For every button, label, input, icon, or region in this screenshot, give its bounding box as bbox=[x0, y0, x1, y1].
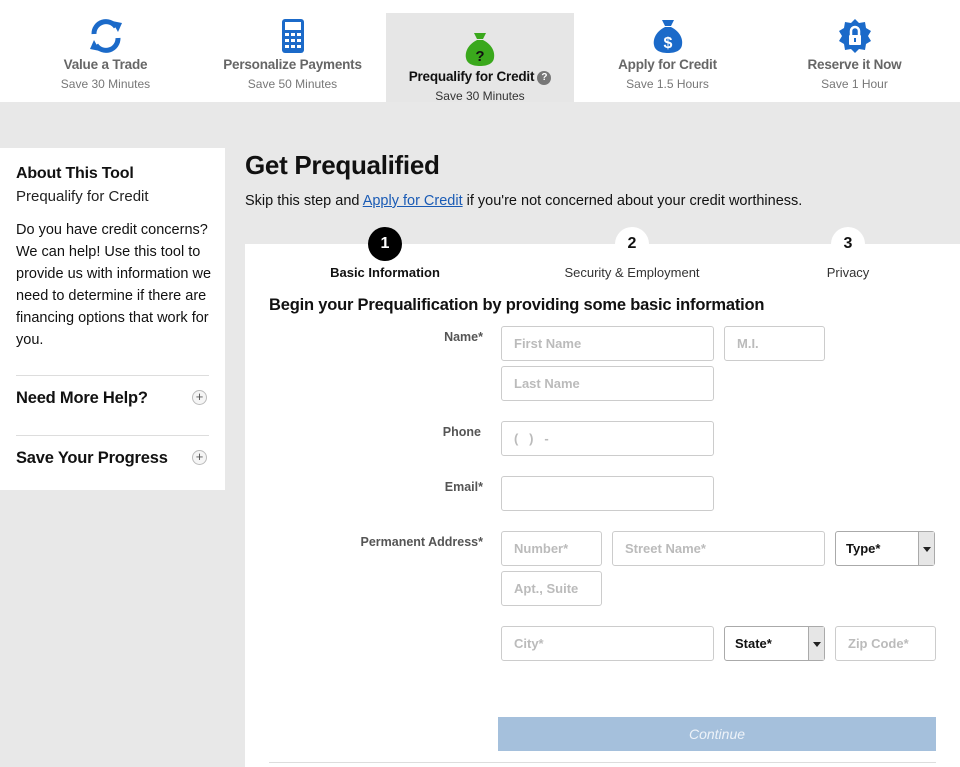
tab-title: Reserve it Now bbox=[807, 57, 902, 72]
section-label: Need More Help? bbox=[16, 389, 148, 407]
skip-text-after: if you're not concerned about your credit worthiness. bbox=[462, 193, 803, 209]
tab-title: Personalize Payments bbox=[223, 57, 362, 72]
email-input[interactable] bbox=[501, 476, 714, 511]
first-name-input[interactable] bbox=[501, 326, 714, 361]
last-name-input[interactable] bbox=[501, 366, 714, 401]
tab-prequalify-for-credit[interactable] bbox=[386, 13, 574, 102]
dropdown-arrow-icon[interactable] bbox=[808, 627, 824, 660]
tab-title: Prequalify for Credit bbox=[408, 69, 535, 84]
tab-personalize-payments[interactable] bbox=[199, 0, 386, 102]
form-panel bbox=[245, 235, 960, 767]
apply-for-credit-link[interactable]: Apply for Credit bbox=[362, 193, 463, 209]
continue-button[interactable]: Continue bbox=[498, 717, 936, 751]
plus-icon[interactable]: + bbox=[192, 390, 207, 405]
divider bbox=[269, 762, 936, 763]
page-title: Get Prequalified bbox=[245, 150, 440, 180]
section-label: Save Your Progress bbox=[16, 449, 168, 467]
step-1-number: 1 bbox=[368, 227, 402, 261]
sidebar-description: Do you have credit concerns? We can help! Use this tool to provide us with information we need to determine if there are financing options that work for you. bbox=[16, 222, 212, 348]
sidebar-subtitle: Prequalify for Credit bbox=[16, 188, 149, 205]
sidebar-title: About This Tool bbox=[16, 165, 134, 182]
tab-reserve-it-now[interactable] bbox=[761, 0, 948, 102]
tab-subtitle: Save 30 Minutes bbox=[435, 89, 525, 103]
save-progress-section[interactable] bbox=[16, 435, 209, 495]
lock-badge-icon bbox=[837, 18, 873, 59]
need-more-help-section[interactable] bbox=[16, 375, 209, 435]
refresh-icon bbox=[88, 18, 124, 59]
tab-subtitle: Save 30 Minutes bbox=[60, 77, 151, 91]
apt-suite-input[interactable] bbox=[501, 571, 602, 606]
tab-apply-for-credit[interactable] bbox=[574, 0, 761, 102]
tab-subtitle: Save 50 Minutes bbox=[247, 77, 338, 91]
step-3-number: 3 bbox=[831, 227, 865, 261]
tab-subtitle: Save 1.5 Hours bbox=[626, 77, 709, 91]
step-2-label: Security & Employment bbox=[564, 265, 700, 280]
email-label bbox=[323, 480, 483, 494]
zip-code-input[interactable] bbox=[835, 626, 936, 661]
tab-title-wrap bbox=[386, 69, 574, 85]
phone-input[interactable] bbox=[501, 421, 714, 456]
calculator-icon bbox=[281, 18, 305, 59]
dropdown-arrow-icon[interactable] bbox=[918, 532, 934, 565]
address-label-text: Permanent Address bbox=[360, 535, 479, 549]
tab-value-a-trade[interactable] bbox=[12, 0, 199, 102]
help-question-icon[interactable]: ? bbox=[537, 71, 551, 85]
required-marker: * bbox=[478, 535, 483, 549]
state-select[interactable] bbox=[724, 626, 825, 661]
required-marker: * bbox=[478, 480, 483, 494]
svg-text:?: ? bbox=[475, 48, 485, 65]
phone-label: Phone bbox=[442, 425, 481, 439]
sidebar bbox=[0, 148, 225, 490]
plus-icon[interactable]: + bbox=[192, 450, 207, 465]
skip-text-before: Skip this step and bbox=[245, 193, 363, 209]
money-bag-dollar-icon bbox=[652, 18, 684, 59]
street-type-select[interactable] bbox=[835, 531, 935, 566]
form-heading: Begin your Prequalification by providing some basic information bbox=[269, 296, 765, 314]
money-bag-question-icon bbox=[464, 31, 496, 72]
step-3-label: Privacy bbox=[826, 265, 870, 280]
step-1-label: Basic Information bbox=[330, 265, 440, 280]
svg-text:$: $ bbox=[663, 35, 672, 52]
step-tab-bar bbox=[0, 0, 960, 102]
tab-title: Value a Trade bbox=[63, 57, 148, 72]
tab-title: Apply for Credit bbox=[618, 57, 717, 72]
street-number-input[interactable] bbox=[501, 531, 602, 566]
middle-initial-input[interactable] bbox=[724, 326, 825, 361]
tab-subtitle: Save 1 Hour bbox=[821, 77, 888, 91]
permanent-address-label bbox=[323, 535, 483, 549]
skip-text bbox=[245, 193, 802, 209]
name-label bbox=[323, 330, 483, 344]
email-label-text: Email bbox=[444, 480, 479, 494]
street-type-value: Type* bbox=[846, 541, 881, 556]
name-label-text: Name bbox=[444, 330, 479, 344]
state-value: State* bbox=[735, 636, 772, 651]
step-2-number: 2 bbox=[615, 227, 649, 261]
required-marker: * bbox=[478, 330, 483, 344]
city-input[interactable] bbox=[501, 626, 714, 661]
street-name-input[interactable] bbox=[612, 531, 825, 566]
